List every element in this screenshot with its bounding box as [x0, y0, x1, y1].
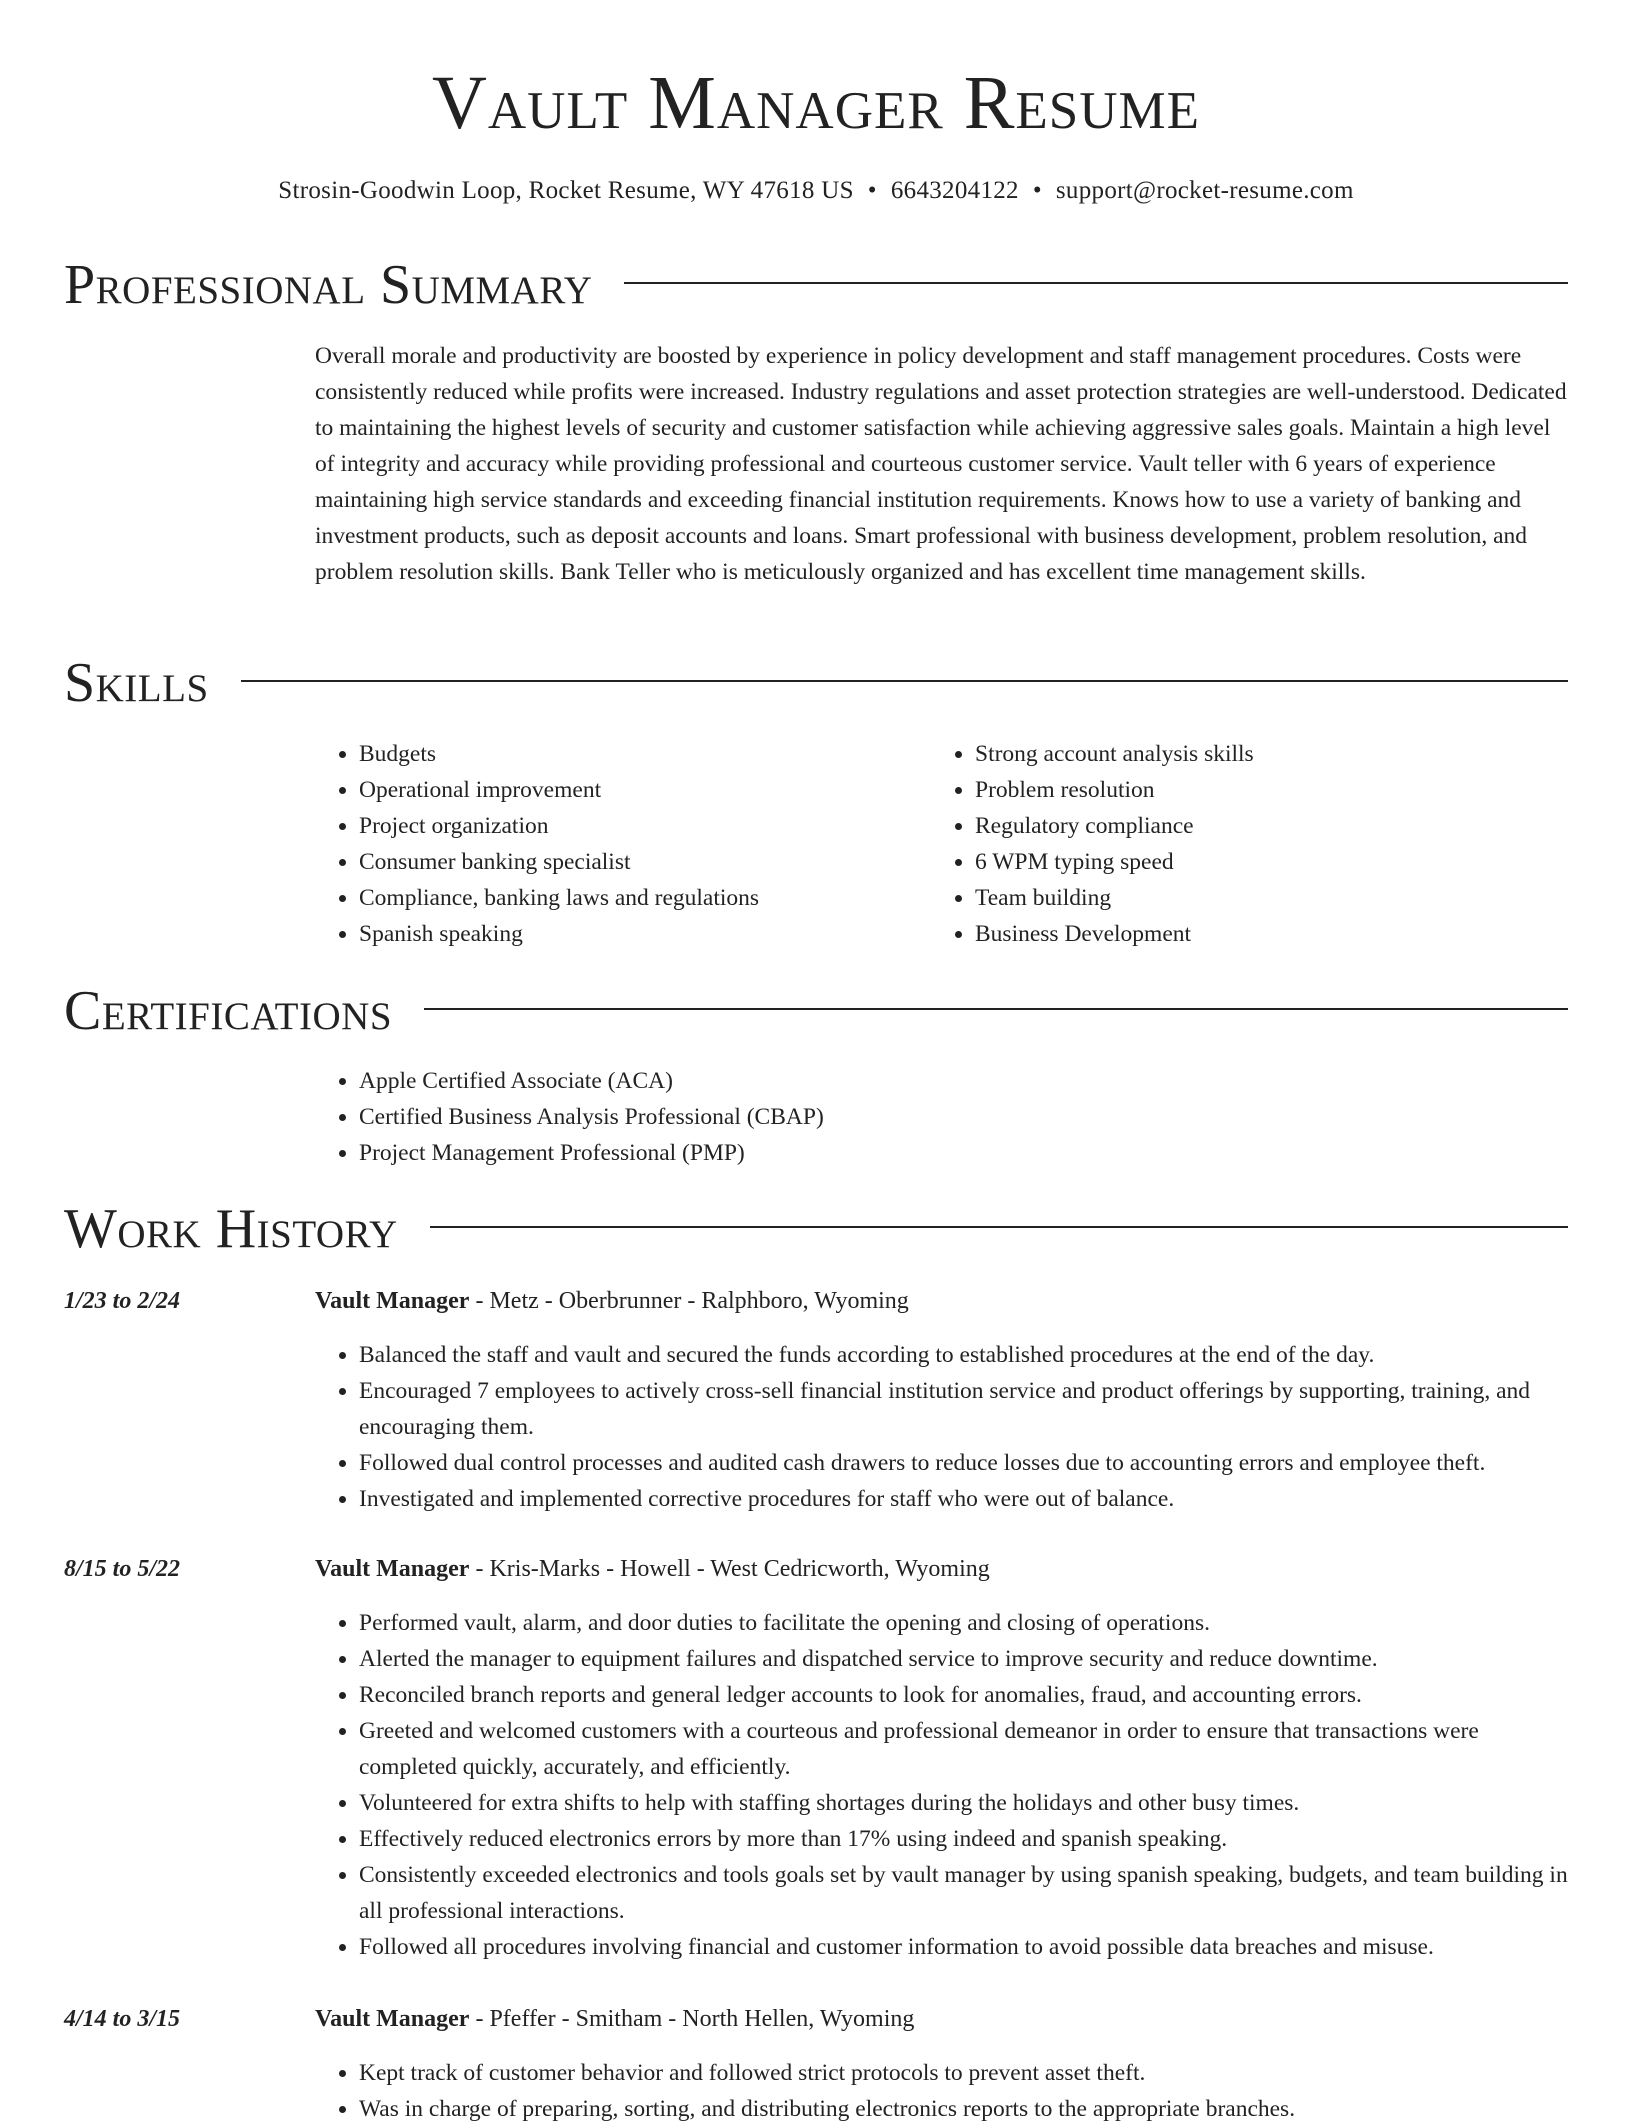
separator: •: [1032, 177, 1042, 204]
job-header: [315, 2001, 914, 2037]
certification-item: • Project Management Professional (PMP): [359, 1135, 1570, 1171]
section-work-history-header: [64, 1194, 1568, 1264]
job-bullet: • Consistently exceeded electronics and tools goals set by vault manager by using spanish speaking, budgets, and team building in all professional interactions.: [359, 1857, 1570, 1929]
skill-item: • Compliance, banking laws and regulations: [359, 880, 915, 916]
section-divider: [241, 680, 1568, 682]
skill-item: • Regulatory compliance: [975, 808, 1571, 844]
section-title: Certifications: [64, 980, 393, 1042]
job-bullet: • Greeted and welcomed customers with a courteous and professional demeanor in order to ensure that transactions were completed quickly, accurately, and efficiently.: [359, 1713, 1570, 1785]
job-bullet: • Volunteered for extra shifts to help with staffing shortages during the holidays and other busy times.: [359, 1785, 1570, 1821]
skill-item: • Strong account analysis skills: [975, 736, 1571, 772]
skill-item: • Project organization: [359, 808, 915, 844]
job-bullet: • Was in charge of preparing, sorting, and distributing electronics reports to the appropriate branches.: [359, 2091, 1570, 2127]
job-bullet: • Encouraged 7 employees to actively cross-sell financial institution service and product offerings by supporting, training, and encouraging them.: [359, 1373, 1570, 1445]
job-bullets: [315, 2055, 1570, 2127]
skill-item: • Problem resolution: [975, 772, 1571, 808]
job-bullet: • Reconciled branch reports and general ledger accounts to look for anomalies, fraud, and accounting errors.: [359, 1677, 1570, 1713]
phone: 6643204122: [890, 177, 1019, 204]
skill-item: • Business Development: [975, 916, 1571, 952]
section-divider: [430, 1226, 1568, 1228]
job-employer: - Kris-Marks - Howell - West Cedricworth, Wyoming: [469, 1556, 990, 1582]
job-bullet: • Effectively reduced electronics errors by more than 17% using indeed and spanish speaking.: [359, 1821, 1570, 1857]
page-title: Vault Manager Resume: [431, 61, 1201, 145]
section-skills-header: [64, 648, 1568, 718]
job-header: [315, 1283, 909, 1319]
certification-item: • Apple Certified Associate (ACA): [359, 1063, 1570, 1099]
job-dates: 8/15 to 5/22: [64, 1556, 181, 1582]
job-bullet: • Alerted the manager to equipment failures and dispatched service to improve security and reduce downtime.: [359, 1641, 1570, 1677]
address: Strosin-Goodwin Loop, Rocket Resume, WY 47618 US: [278, 177, 854, 204]
separator: •: [867, 177, 877, 204]
job-bullets: [315, 1337, 1570, 1517]
job-bullet: • Balanced the staff and vault and secured the funds according to established procedures at the end of the day.: [359, 1337, 1570, 1373]
job-bullet: • Followed all procedures involving financial and customer information to avoid possible data breaches and misuse.: [359, 1929, 1570, 1965]
skill-item: • Team building: [975, 880, 1571, 916]
section-title: Work History: [64, 1198, 398, 1260]
section-summary-header: [64, 250, 1568, 320]
job-employer: - Pfeffer - Smitham - North Hellen, Wyoming: [469, 2006, 915, 2032]
job-bullet: • Investigated and implemented corrective procedures for staff who were out of balance.: [359, 1481, 1570, 1517]
job-bullet: • Followed dual control processes and audited cash drawers to reduce losses due to accounting errors and employee theft.: [359, 1445, 1570, 1481]
job-bullets: [315, 1605, 1570, 1965]
job-title: Vault Manager: [315, 1288, 470, 1314]
job-title: Vault Manager: [315, 1556, 470, 1582]
certification-item: • Certified Business Analysis Professional (CBAP): [359, 1099, 1570, 1135]
section-divider: [624, 282, 1568, 284]
section-certifications-header: [64, 976, 1568, 1046]
job-bullet: • Kept track of customer behavior and followed strict protocols to prevent asset theft.: [359, 2055, 1570, 2091]
email: support@rocket-resume.com: [1055, 177, 1354, 204]
skill-item: • 6 WPM typing speed: [975, 844, 1571, 880]
skills-column-left: [315, 736, 915, 952]
skill-item: • Spanish speaking: [359, 916, 915, 952]
job-dates: 4/14 to 3/15: [64, 2006, 181, 2032]
section-title: Skills: [64, 652, 209, 714]
section-title: Professional Summary: [64, 254, 593, 316]
skill-item: • Operational improvement: [359, 772, 915, 808]
summary-text: Overall morale and productivity are boosted by experience in policy development and staff management procedures. Costs were consistently reduced while profits were increased. Industry regulations and asset protection strategies are well-understood. Dedicated to maintaining the highest levels of security and customer satisfaction while achieving aggressive sales goals. Maintain a high level of integrity and accuracy while providing professional and courteous customer service. Vault teller with 6 years of experience maintaining high service standards and exceeding financial institution requirements. Knows how to use a variety of banking and investment products, such as deposit accounts and loans. Smart professional with business development, problem resolution, and problem resolution skills. Bank Teller who is meticulously organized and has excellent time management skills.: [315, 343, 1567, 585]
skill-item: • Budgets: [359, 736, 915, 772]
job-employer: - Metz - Oberbrunner - Ralphboro, Wyoming: [469, 1288, 909, 1314]
job-bullet: • Performed vault, alarm, and door duties to facilitate the opening and closing of operations.: [359, 1605, 1570, 1641]
contact-line: [0, 173, 1632, 209]
section-divider: [424, 1008, 1568, 1010]
skills-column-right: [931, 736, 1571, 952]
certifications-list: [315, 1063, 1570, 1171]
job-dates: 1/23 to 2/24: [64, 1288, 181, 1314]
job-header: [315, 1551, 990, 1587]
skill-item: • Consumer banking specialist: [359, 844, 915, 880]
job-title: Vault Manager: [315, 2006, 470, 2032]
